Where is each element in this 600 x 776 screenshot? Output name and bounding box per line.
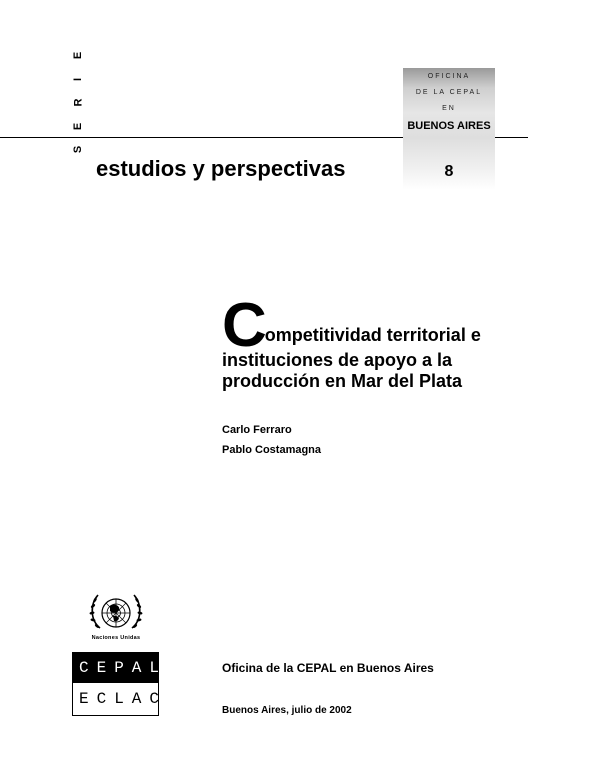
office-line-3: EN [442, 105, 456, 112]
cepal-logo-text: CEPAL [73, 653, 158, 683]
document-title [222, 291, 522, 392]
author-1: Carlo Ferraro [222, 424, 292, 436]
un-label: Naciones Unidas [91, 635, 141, 641]
title-drop-cap: C [222, 291, 265, 360]
office-city: BUENOS AIRES [407, 120, 491, 132]
series-title: estudios y perspectivas [96, 156, 346, 181]
office-line-1: OFICINA [427, 73, 471, 80]
cepal-eclac-logo [72, 652, 168, 716]
office-line-2: DE LA CEPAL [415, 89, 483, 96]
serie-letter: R [72, 98, 85, 107]
publisher-office: Oficina de la CEPAL en Buenos Aires [222, 661, 434, 675]
title-line-1: ompetitividad territorial e [264, 325, 481, 345]
serie-letter: E [72, 51, 85, 60]
publication-date: Buenos Aires, julio de 2002 [222, 705, 352, 716]
serie-letter: S [72, 145, 85, 154]
office-box [403, 68, 495, 190]
serie-vertical-label [68, 50, 90, 155]
title-line-3: producción en Mar del Plata [222, 371, 463, 391]
title-line-2: instituciones de apoyo a la [222, 350, 453, 370]
serie-letter: E [72, 122, 85, 130]
series-number: 8 [444, 163, 454, 180]
serie-letter: I [72, 77, 85, 81]
eclac-logo-text: ECLAC [79, 690, 168, 708]
author-2: Pablo Costamagna [222, 444, 322, 456]
